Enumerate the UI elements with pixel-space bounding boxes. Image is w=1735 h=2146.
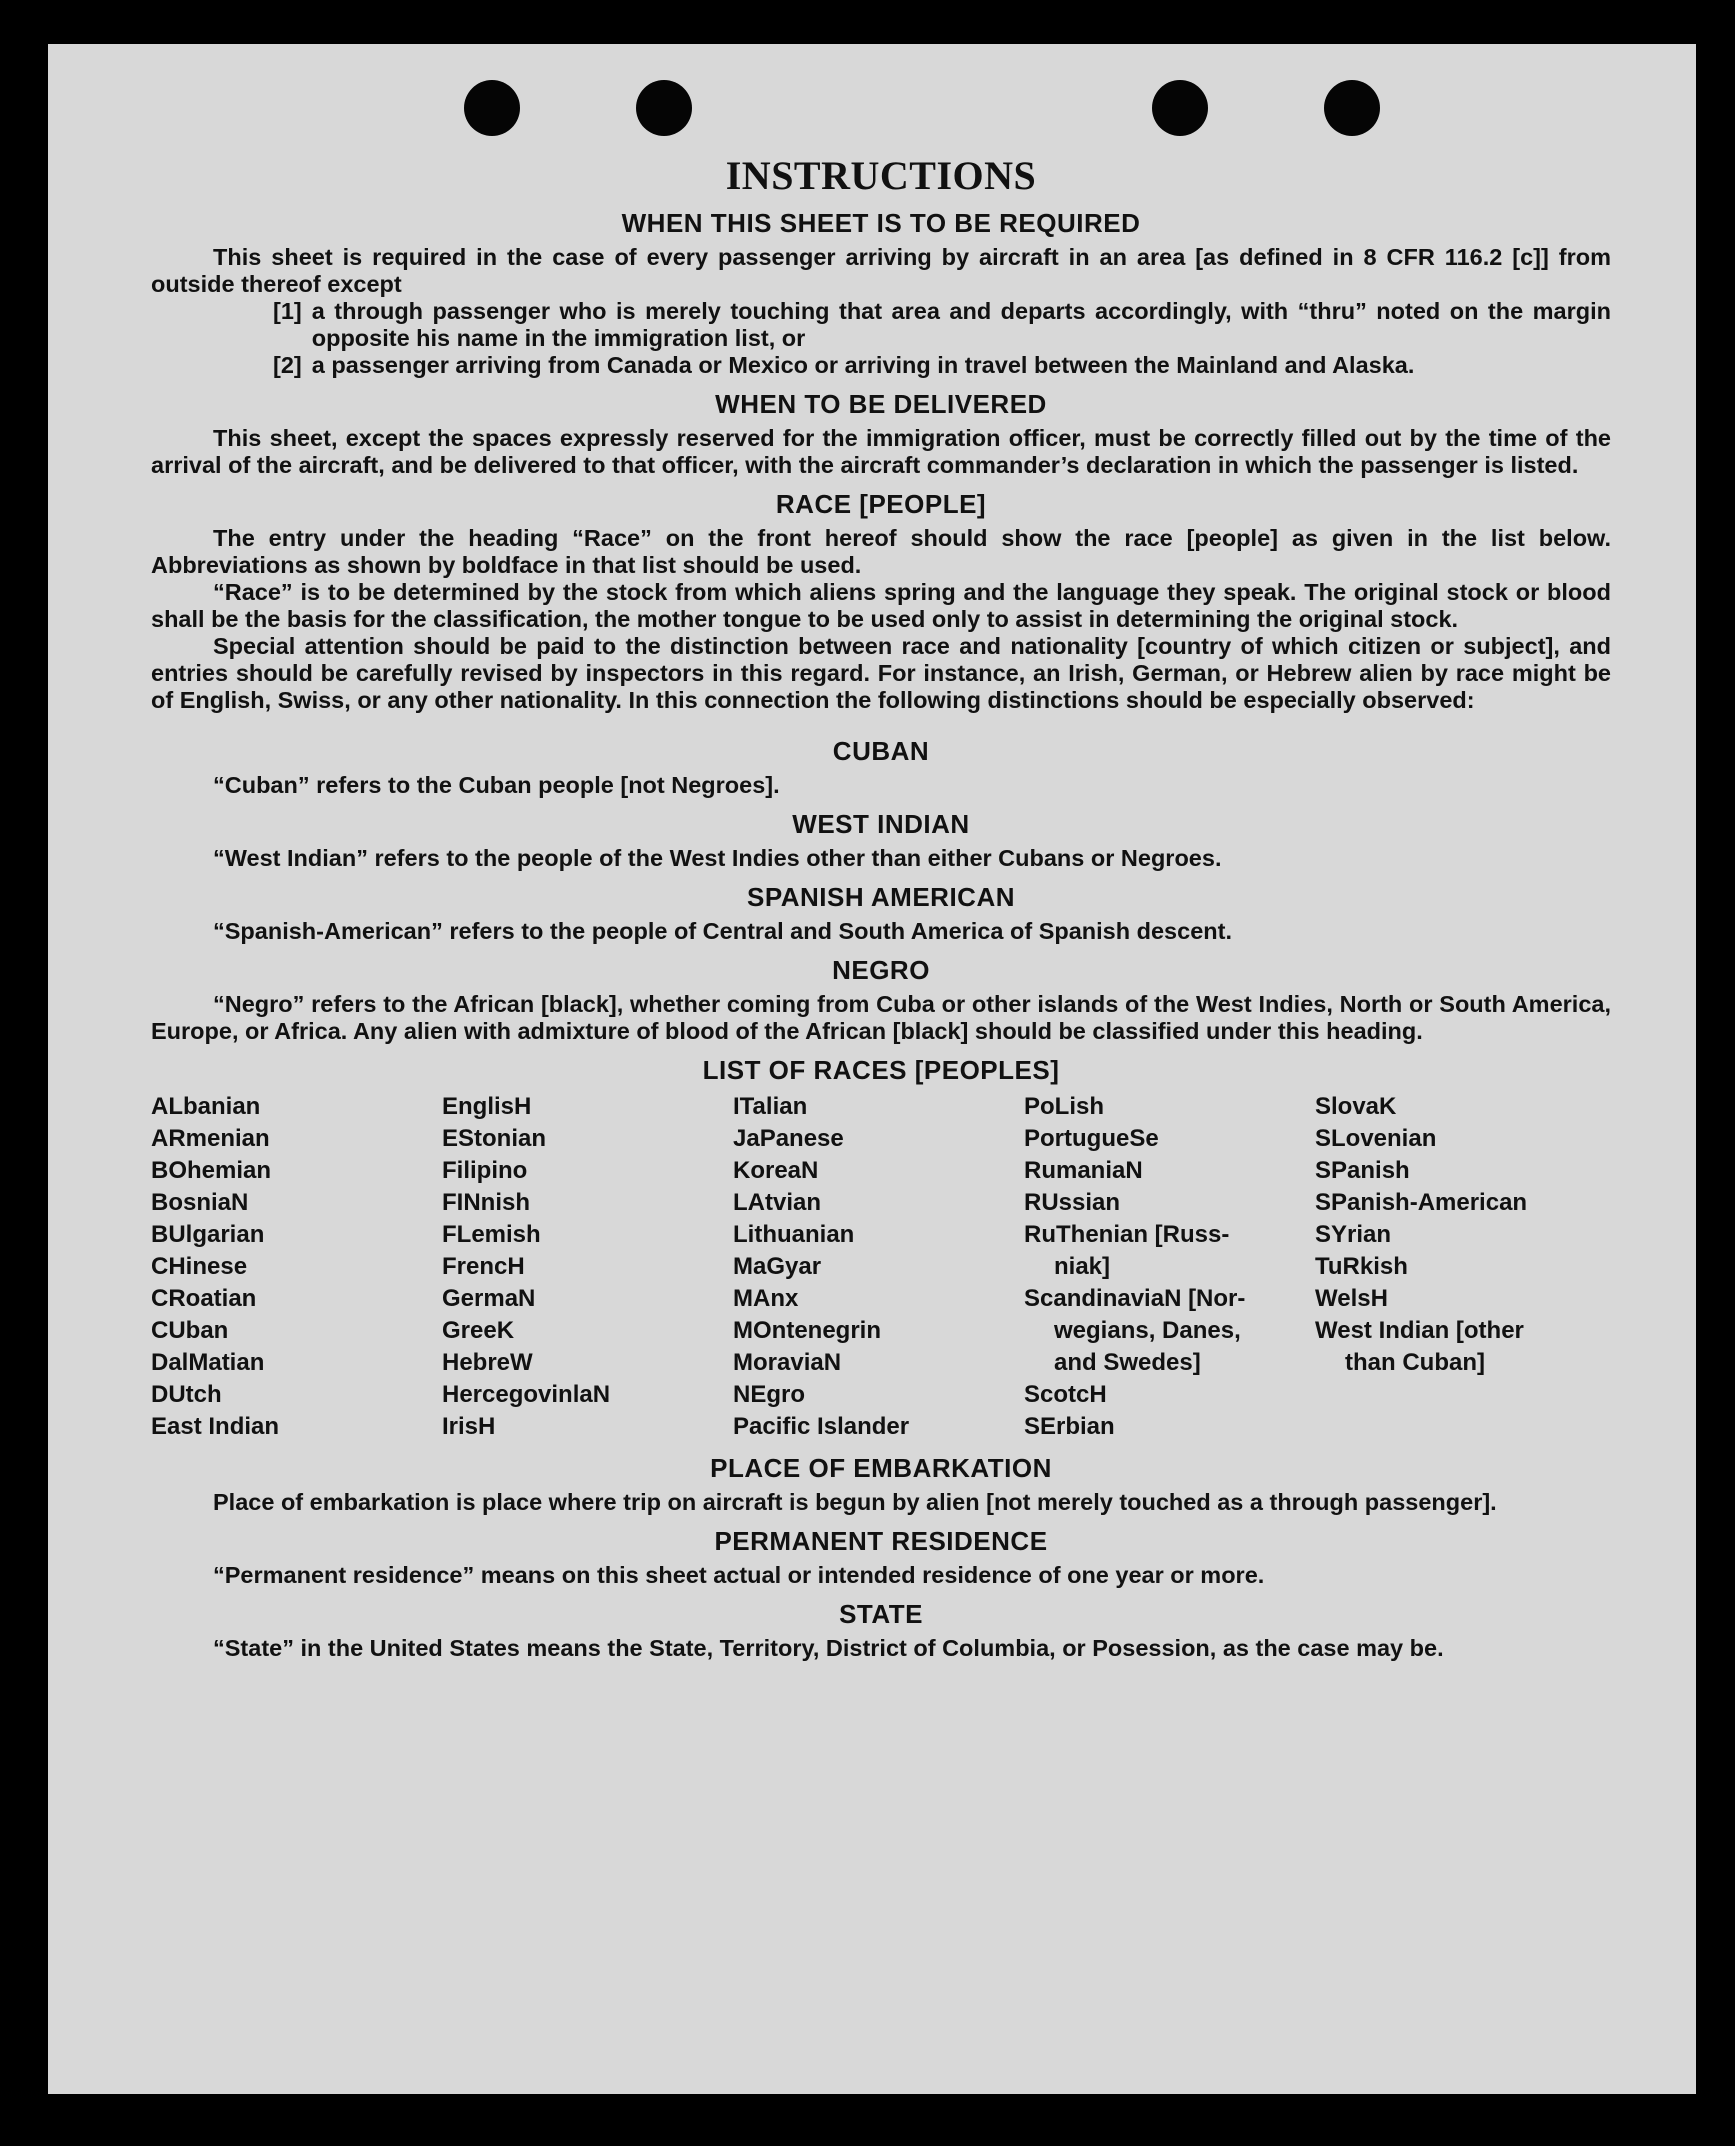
section-heading-embarkation: PLACE OF EMBARKATION <box>710 1453 1052 1483</box>
race-entry: JaPanese <box>733 1125 844 1152</box>
race-entry: MaGyar <box>733 1253 822 1280</box>
race-entry: MAnx <box>733 1285 799 1312</box>
section-heading-permanent-residence: PERMANENT RESIDENCE <box>714 1526 1048 1556</box>
race-entry: ScotcH <box>1024 1381 1107 1408</box>
race-entry: wegians, Danes, <box>1054 1317 1241 1344</box>
race-entry: HebreW <box>442 1349 533 1376</box>
section-heading-when-required: WHEN THIS SHEET IS TO BE REQUIRED <box>621 208 1141 238</box>
race-entry: FLemish <box>442 1221 541 1248</box>
race-entry: MOntenegrin <box>733 1317 881 1344</box>
residence-text: “Permanent residence” means on this sheet actual or intended residence of one year or more. <box>213 1562 1265 1588</box>
document-page <box>48 44 1696 2094</box>
race-entry: SLovenian <box>1315 1125 1437 1152</box>
punch-hole <box>464 80 520 136</box>
section-heading-spanish-american: SPANISH AMERICAN <box>746 882 1015 912</box>
race-entry: niak] <box>1054 1253 1111 1280</box>
instructions-content <box>151 154 1611 1662</box>
race-paragraph: Special attention should be paid to the distinction between race and nationality [country of which citizen or subject], and entries should be carefully revised by inspectors in this regard. For instance, an Irish, German, or Hebrew alien by race might be of English, Swiss, or any other nationality. In this connection the following distinctions should be especially observed: <box>151 633 1611 713</box>
west-indian-text: “West Indian” refers to the people of the West Indies other than either Cubans or Negroes. <box>213 845 1222 871</box>
race-entry: RUssian <box>1024 1189 1121 1216</box>
section-heading-west-indian: WEST INDIAN <box>792 809 970 839</box>
race-entry: IrisH <box>442 1413 496 1440</box>
embarkation-text: Place of embarkation is place where trip on aircraft is begun by alien [not merely touched as a through passenger]. <box>213 1489 1497 1515</box>
spanish-american-text: “Spanish-American” refers to the people of Central and South America of Spanish descent. <box>213 918 1232 944</box>
race-entry: Pacific Islander <box>733 1413 910 1440</box>
races-column <box>1024 1091 1315 1443</box>
section-heading-cuban: CUBAN <box>832 736 930 766</box>
race-entry: BosniaN <box>151 1189 249 1216</box>
race-entry: PortugueSe <box>1024 1125 1159 1152</box>
race-entry: West Indian [other <box>1315 1317 1524 1344</box>
race-entry: HercegovinlaN <box>442 1381 611 1408</box>
race-entry: GermaN <box>442 1285 536 1312</box>
race-entry: PoLish <box>1024 1093 1105 1120</box>
race-entry: ARmenian <box>151 1125 270 1152</box>
race-entry: CHinese <box>151 1253 248 1280</box>
race-entry: BOhemian <box>151 1157 272 1184</box>
cuban-text: “Cuban” refers to the Cuban people [not Negroes]. <box>213 772 780 798</box>
state-text: “State” in the United States means the State, Territory, District of Columbia, or Posession, as the case may be. <box>213 1635 1444 1661</box>
race-entry: BUlgarian <box>151 1221 265 1248</box>
when-delivered-text: This sheet, except the spaces expressly reserved for the immigration officer, must be correctly filled out by the time of the arrival of the aircraft, and be delivered to that officer, with the aircraft commander’s declaration in which the passenger is listed. <box>151 425 1611 478</box>
race-entry: FrencH <box>442 1253 525 1280</box>
section-heading-list-of-races: LIST OF RACES [PEOPLES] <box>702 1055 1060 1085</box>
race-entry: WelsH <box>1315 1285 1388 1312</box>
section-heading-negro: NEGRO <box>832 955 930 985</box>
race-entry: CRoatian <box>151 1285 257 1312</box>
exception-item <box>273 298 1611 352</box>
race-entry: SErbian <box>1024 1413 1115 1440</box>
race-entry: RumaniaN <box>1024 1157 1143 1184</box>
punch-hole <box>1324 80 1380 136</box>
race-entry: TuRkish <box>1315 1253 1408 1280</box>
exception-item <box>273 352 1611 379</box>
races-column <box>151 1091 442 1443</box>
races-column <box>733 1091 1024 1443</box>
when-required-intro: This sheet is required in the case of every passenger arriving by aircraft in an area [as defined in 8 CFR 116.2 [c]] from outside thereof except <box>151 244 1611 297</box>
race-entry: CUban <box>151 1317 229 1344</box>
punch-hole <box>636 80 692 136</box>
race-entry: Filipino <box>442 1157 528 1184</box>
races-list <box>151 1091 1611 1443</box>
race-entry: SlovaK <box>1315 1093 1397 1120</box>
section-heading-when-delivered: WHEN TO BE DELIVERED <box>715 389 1047 419</box>
race-entry: NEgro <box>733 1381 805 1408</box>
negro-text: “Negro” refers to the African [black], whether coming from Cuba or other islands of the West Indies, North or South America, Europe, or Africa. Any alien with admixture of blood of the African [black] should be classified under this heading. <box>151 991 1611 1044</box>
race-entry: Lithuanian <box>733 1221 855 1248</box>
exception-text: a passenger arriving from Canada or Mexico or arriving in travel between the Mainland and Alaska. <box>311 352 1415 378</box>
page-title: INSTRUCTIONS <box>725 153 1037 198</box>
exception-text: a through passenger who is merely touching that area and departs accordingly, with “thru” noted on the margin opposite his name in the immigration list, or <box>311 298 1611 351</box>
race-entry: EStonian <box>442 1125 547 1152</box>
race-paragraph: The entry under the heading “Race” on the front hereof should show the race [people] as given in the list below. Abbreviations as shown by boldface in that list should be used. <box>151 525 1611 578</box>
race-entry: ALbanian <box>151 1093 261 1120</box>
race-entry: and Swedes] <box>1054 1349 1201 1376</box>
race-entry: East Indian <box>151 1413 280 1440</box>
race-entry: RuThenian [Russ- <box>1024 1221 1230 1248</box>
race-entry: SPanish-American <box>1315 1189 1528 1216</box>
section-heading-race: RACE [PEOPLE] <box>775 489 987 519</box>
races-column <box>442 1091 733 1443</box>
race-entry: DUtch <box>151 1381 222 1408</box>
race-entry: EnglisH <box>442 1093 532 1120</box>
race-entry: FINnish <box>442 1189 530 1216</box>
race-entry: ScandinaviaN [Nor- <box>1024 1285 1246 1312</box>
race-entry: MoraviaN <box>733 1349 842 1376</box>
exception-number: [1] <box>273 298 302 324</box>
race-entry: than Cuban] <box>1345 1349 1485 1376</box>
race-entry: GreeK <box>442 1317 515 1344</box>
race-entry: DalMatian <box>151 1349 265 1376</box>
race-entry: ITalian <box>733 1093 808 1120</box>
race-entry: SYrian <box>1315 1221 1392 1248</box>
punch-hole <box>1152 80 1208 136</box>
race-paragraph: “Race” is to be determined by the stock from which aliens spring and the language they speak. The original stock or blood shall be the basis for the classification, the mother tongue to be used only to assist in determining the original stock. <box>151 579 1611 632</box>
race-entry: SPanish <box>1315 1157 1410 1184</box>
race-entry: KoreaN <box>733 1157 819 1184</box>
race-entry: LAtvian <box>733 1189 822 1216</box>
section-heading-state: STATE <box>839 1599 923 1629</box>
races-column <box>1315 1091 1611 1443</box>
exception-number: [2] <box>273 352 302 378</box>
